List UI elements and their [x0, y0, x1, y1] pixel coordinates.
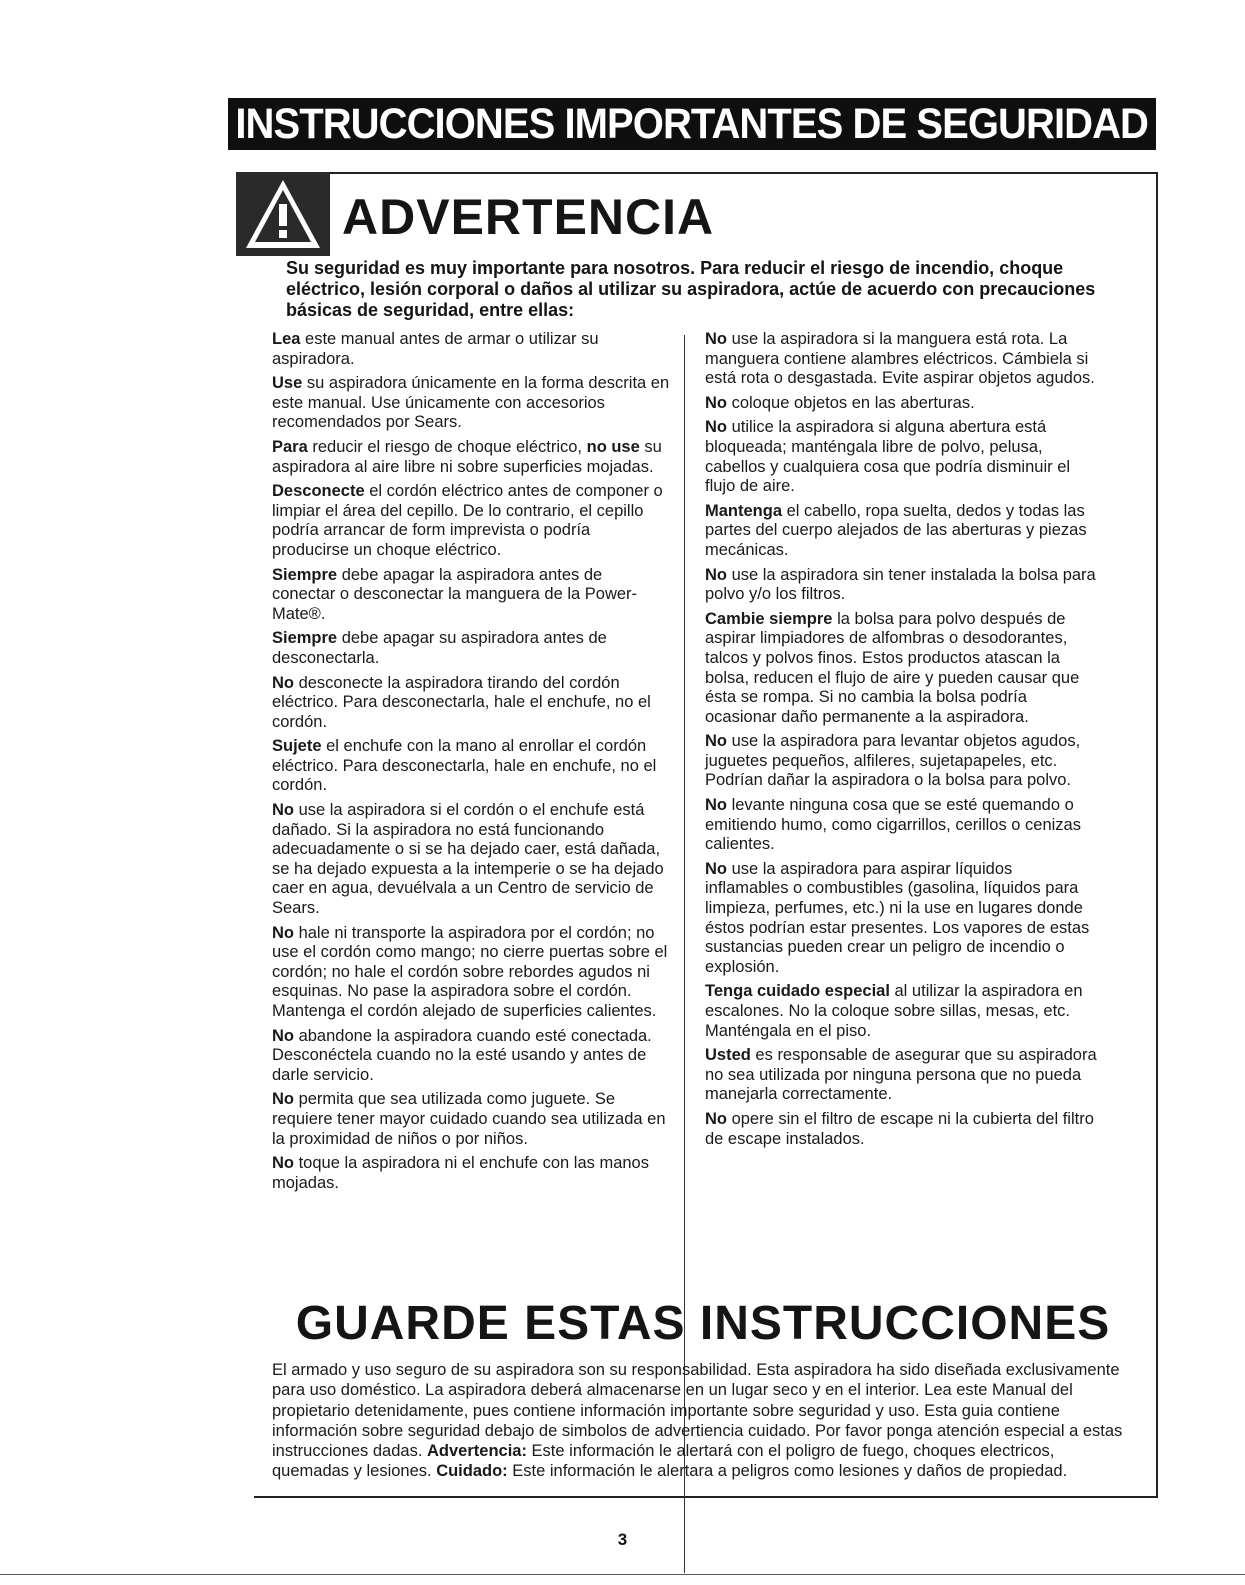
instruction-item: No use la aspiradora para aspirar líquidos inflamables o combustibles (gasolina, líquidos para limpieza, perfumes, etc.) ni la use en lugares donde éstos podrían estar presentes. Los vapores de estas sustancias pueden crear un peligro de incendio o explosión.: [705, 859, 1090, 976]
instruction-item: No desconecte la aspiradora tirando del cordón eléctrico. Para desconectarla, hale el enchufe, no el cordón.: [272, 673, 651, 731]
instruction-item: Sujete el enchufe con la mano al enrollar el cordón eléctrico. Para desconectarla, hale en enchufe, no el cordón.: [272, 737, 657, 795]
instruction-item: Lea este manual antes de armar o utilizar su aspiradora.: [272, 330, 599, 368]
intro-text: [286, 258, 1136, 321]
save-instructions-title: GUARDE ESTAS INSTRUCCIONES: [295, 1297, 1111, 1350]
banner: [228, 98, 1156, 150]
instruction-item: No levante ninguna cosa que se esté quemando o emitiendo humo, como cigarrillos, cerillos o cenizas calientes.: [705, 796, 1081, 854]
instruction-item: No toque la aspiradora ni el enchufe con las manos mojadas.: [272, 1154, 649, 1192]
intro-line: Su seguridad es muy importante para nosotros. Para reducir el riesgo de incendio, choque: [286, 258, 1064, 278]
banner-title: INSTRUCCIONES IMPORTANTES DE SEGURIDAD: [235, 99, 1149, 148]
intro-line: básicas de seguridad, entre ellas:: [286, 300, 575, 320]
page-number: 3: [617, 1530, 628, 1549]
instruction-item: No opere sin el filtro de escape ni la cubierta del filtro de escape instalados.: [705, 1109, 1094, 1148]
instruction-item: No use la aspiradora si la manguera está rota. La manguera contiene alambres eléctricos. Cámbiela si está rota o desgastada. Evite aspirar objetos agudos.: [705, 330, 1095, 388]
instruction-item: No permita que sea utilizada como juguete. Se requiere tener mayor cuidado cuando sea utilizada en la proximidad de niños o por niños.: [272, 1090, 666, 1148]
warning-triangle-icon: [242, 176, 324, 252]
intro-line: eléctrico, lesión corporal o daños al utilizar su aspiradora, actúe de acuerdo con precauciones: [286, 279, 1096, 299]
instruction-item: Para reducir el riesgo de choque eléctrico, no use su aspiradora al aire libre ni sobre superficies mojadas.: [272, 437, 662, 476]
instruction-item: No utilice la aspiradora si alguna abertura está bloqueada; manténgala libre de polvo, pelusa, cabellos y cualquiera cosa que podría disminuir el flujo de aire.: [705, 418, 1071, 496]
instruction-item: Usted es responsable de asegurar que su aspiradora no sea utilizada por ninguna persona que no pueda manejarla correctamente.: [705, 1046, 1097, 1104]
instruction-item: Use su aspiradora únicamente en la forma descrita en este manual. Use únicamente con accesorios recomendados por Sears.: [272, 374, 670, 432]
instruction-item: Siempre debe apagar la aspiradora antes de conectar o desconectar la manguera de la Power-Mate®.: [272, 565, 638, 623]
instruction-item: No use la aspiradora sin tener instalada la bolsa para polvo y/o los filtros.: [705, 565, 1096, 604]
advertencia-label: Advertencia:: [427, 1442, 527, 1461]
instruction-item: Desconecte el cordón eléctrico antes de componer o limpiar el área del cepillo. De lo contrario, el cepillo podría arrancar de form imprevista o podría producirse un choque eléctrico.: [272, 482, 663, 559]
instruction-item: Cambie siempre la bolsa para polvo después de aspirar limpiadores de alfombras o desodorantes, talcos y polvos finos. Estos productos atascan la bolsa, reducen el flujo de aire y pueden causar que ésta se rompa. Si no cambia la bolsa podría ocasionar daño permanente a la aspiradora.: [705, 609, 1080, 726]
instruction-item: No use la aspiradora para levantar objetos agudos, juguetes pequeños, alfileres, sujetapapeles, etc. Podrían dañar la aspiradora o la bolsa para polvo.: [705, 732, 1081, 790]
warning-icon-box: [236, 172, 330, 256]
cuidado-label: Cuidado:: [436, 1462, 508, 1481]
instruction-item: No coloque objetos en las aberturas.: [705, 393, 975, 412]
right-column: [705, 330, 1100, 1154]
instruction-item: Siempre debe apagar su aspiradora antes de desconectarla.: [272, 629, 607, 667]
instruction-item: No use la aspiradora si el cordón o el enchufe está dañado. Si la aspiradora no está funcionando adecuadamente o si se ha dejado caer, está dañada, se ha dejado expuesta a la intemperie o se ha dejado caer en agua, devuélvala a un Centro de servicio de Sears.: [272, 801, 664, 918]
warning-title: ADVERTENCIA: [342, 189, 715, 245]
instruction-item: Mantenga el cabello, ropa suelta, dedos y todas las partes del cuerpo alejados de las aberturas y piezas mecánicas.: [705, 501, 1087, 559]
instruction-item: No hale ni transporte la aspiradora por el cordón; no use el cordón como mango; no cierre puertas sobre el cordón; no hale el cordón sobre rebordes agudos ni esquinas. No pase la aspiradora sobre el cordón. Mantenga el cordón alejado de superficies calientes.: [272, 923, 668, 1020]
left-column: [272, 330, 670, 1198]
instruction-item: Tenga cuidado especial al utilizar la aspiradora en escalones. No la coloque sobre sillas, mesas, etc. Manténgala en el piso.: [705, 982, 1083, 1040]
bottom-rule: [0, 1574, 1245, 1575]
instruction-item: No abandone la aspiradora cuando esté conectada. Desconéctela cuando no la esté usando y antes de darle servicio.: [272, 1026, 652, 1084]
footer-paragraph: El armado y uso seguro de su aspiradora son su responsabilidad. Esta aspiradora ha sido diseñada exclusivamente para uso doméstico. La aspiradora deberá almacenarse en un lugar seco y en el interior. Lea este Manual del propietario detenidamente, pues contiene información importante sobre seguridad y uso. Esta guia contiene información sobre seguridad debajo de simbolos de advertiencia cuidado. Por favor ponga atención especial a estas instrucciones dadas. Advertencia: Este información le alertará con el poligro de fuego, choques electricos, quemadas y lesiones. Cuidado: Este información le alertara a peligros como lesiones y daños de propiedad.: [272, 1361, 1123, 1481]
